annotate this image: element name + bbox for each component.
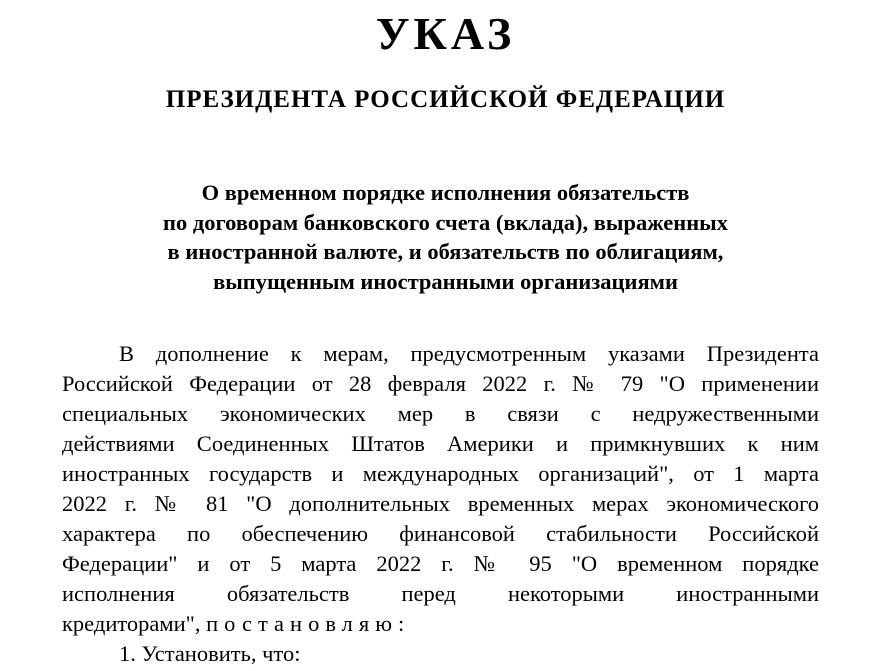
body-line: действиями Соединенных Штатов Америки и примкнувших к ним [62,431,819,456]
body-line: исполнения обязательств перед некоторыми иностранными [62,581,819,606]
decree-title [0,178,891,296]
item-1: 1. Установить, что: [119,641,301,666]
body-line: 2022 г. № 81 "О дополнительных временных мерах экономического [62,491,819,516]
document-type-heading: УКАЗ [375,8,516,59]
closing-suffix: : [398,611,405,636]
decree-title-line: по договорам банковского счета (вклада), выраженных [163,209,728,235]
body-line: Федерации" и от 5 марта 2022 г. № 95 "О временном порядке [62,551,819,576]
body-line: В дополнение к мерам, предусмотренным указами Президента [119,341,819,366]
body-paragraph [62,339,819,669]
decree-title-line: выпущенным иностранными организациями [213,268,678,294]
body-line: Российской Федерации от 28 февраля 2022 г. № 79 "О применении [62,371,819,396]
body-line: характера по обеспечению финансовой стабильности Российской [62,521,819,546]
decree-title-line: в иностранной валюте, и обязательств по облигациям, [167,239,724,264]
closing-word: постановляю [206,611,399,636]
body-line: специальных экономических мер в связи с недружественными [62,401,819,426]
decree-title-line: О временном порядке исполнения обязательств [201,180,690,205]
closing-prefix: кредиторами", [62,611,207,636]
issuer-heading: ПРЕЗИДЕНТА РОССИЙСКОЙ ФЕДЕРАЦИИ [165,86,726,113]
body-line: иностранных государств и международных организаций", от 1 марта [62,461,819,486]
body-closing-line [62,609,819,639]
